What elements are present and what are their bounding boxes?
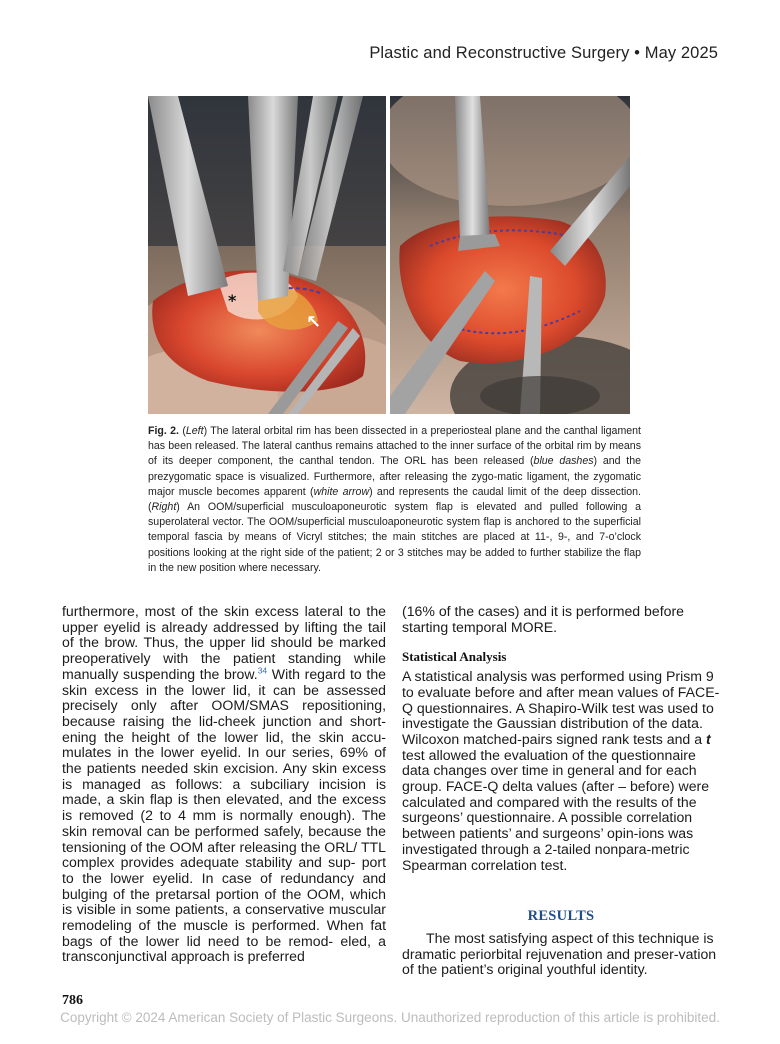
body-text: With regard to the skin excess in the lower lid, it can be assessed precisely only after OOM/SMAS repositioning, because raising the lid-cheek junction and short-ening the height of the lower lid, the skin accu-mulates in the lower eyelid. In our series, 69% of the patients needed skin excision. Any skin excess is managed as follows: a subciliary incision is made, a skin flap is then elevated, and the excess is removed (2 to 4 mm is normally enough). The skin removal can be performed safely, because the tensioning of the OOM after releasing the ORL/ TTL complex provides adequate stability and sup- port to the lower eyelid. In case of redundancy and bulging of the pretarsal portion of the OOM, which is visible in some patients, a conservative muscular remodeling of the muscle is performed. When fat bags of the lower lid need to be remod- eled, a transconjunctival approach is preferred [62,665,387,965]
body-paragraph [62,604,386,965]
subsection-heading: Statistical Analysis [402,649,507,665]
left-column [62,604,386,965]
surgical-photo-left [148,96,386,414]
figure-label: Fig. 2. [148,425,180,437]
body-text: test allowed the evaluation of the questionnaire data changes over time in general and for each group. FACE-Q delta values (after – before) were calculated and compared with the results of the surgeons’ questionnaire. A possible correlation between patients’ and surgeons’ opin-ions was investigated through a 2-tailed nonpara-metric Spearman correlation test. [402,746,710,873]
running-head: Plastic and Reconstructive Surgery • May 2025 [369,44,718,62]
asterisk-marker: * [228,291,237,310]
caption-text: ) and represents the caudal limit of the deep dissection. ( [148,485,642,514]
citation-link[interactable]: 34 [257,665,268,676]
figure-caption [148,424,641,576]
caption-text: ) An OOM/superficial musculoaponeurotic system flap is elevated and pulled following a superolateral vector. The OOM/superficial musculoaponeurotic system flap is anchored to the superficial temporal fascia by means of Vicryl stitches; the main stitches are placed at 11-, 9-, and 7-o’clock positions looking at the right side of the patient; 2 or 3 stitches may be added to further stabilize the flap in the new position where necessary. [148,501,641,574]
body-text: A statistical analysis was performed using Prism 9 to evaluate before and after mean values of FACE-Q questionnaires. A Shapiro-Wilk test was used to investigate the Gaussian distribution of the data. Wilcoxon matched-pairs signed rank tests and a [402,668,720,747]
section-heading-results: RESULTS [527,908,595,925]
caption-italic-white-arrow: white arrow [313,485,370,498]
caption-text: ) The lateral orbital rim has been dissected in a preperiosteal plane and the canthal ligament has been released. The lateral canthus remains attached to the inner surface of the orbital rim by means of its deeper component, the canthal tendon. The ORL has been released ( [148,425,641,468]
caption-text: ) and the prezygomatic space is visualized. Furthermore, after releasing the zygo-matic ligament, the zygomatic major muscle becomes apparent ( [148,455,641,498]
white-arrow-marker: ↖ [306,312,322,333]
caption-italic-right: Right [151,501,177,514]
page-number: 786 [62,993,83,1008]
right-column [402,604,720,978]
copyright-notice: Copyright © 2024 American Society of Plastic Surgeons. Unauthorized reproduction of this article is prohibited. [60,1010,720,1025]
surgical-photo-right [390,96,630,414]
caption-text: ( [179,425,186,437]
body-paragraph [402,669,720,873]
caption-italic-left: Left [185,425,204,437]
caption-italic-blue-dashes: blue dashes [533,455,594,468]
body-text: furthermore, most of the skin excess lateral to the upper eyelid is already addressed by lifting the tail of the brow. Thus, the upper lid should be marked preoperatively with the patient standing while manually suspending the brow. [62,603,386,682]
italic-t: t [705,730,711,747]
body-paragraph: (16% of the cases) and it is performed before starting temporal MORE. [402,603,685,635]
body-paragraph: The most satisfying aspect of this technique is dramatic periorbital rejuvenation and preser-vation of the patient’s original youthful identity. [402,929,717,978]
figure-2 [148,96,630,414]
